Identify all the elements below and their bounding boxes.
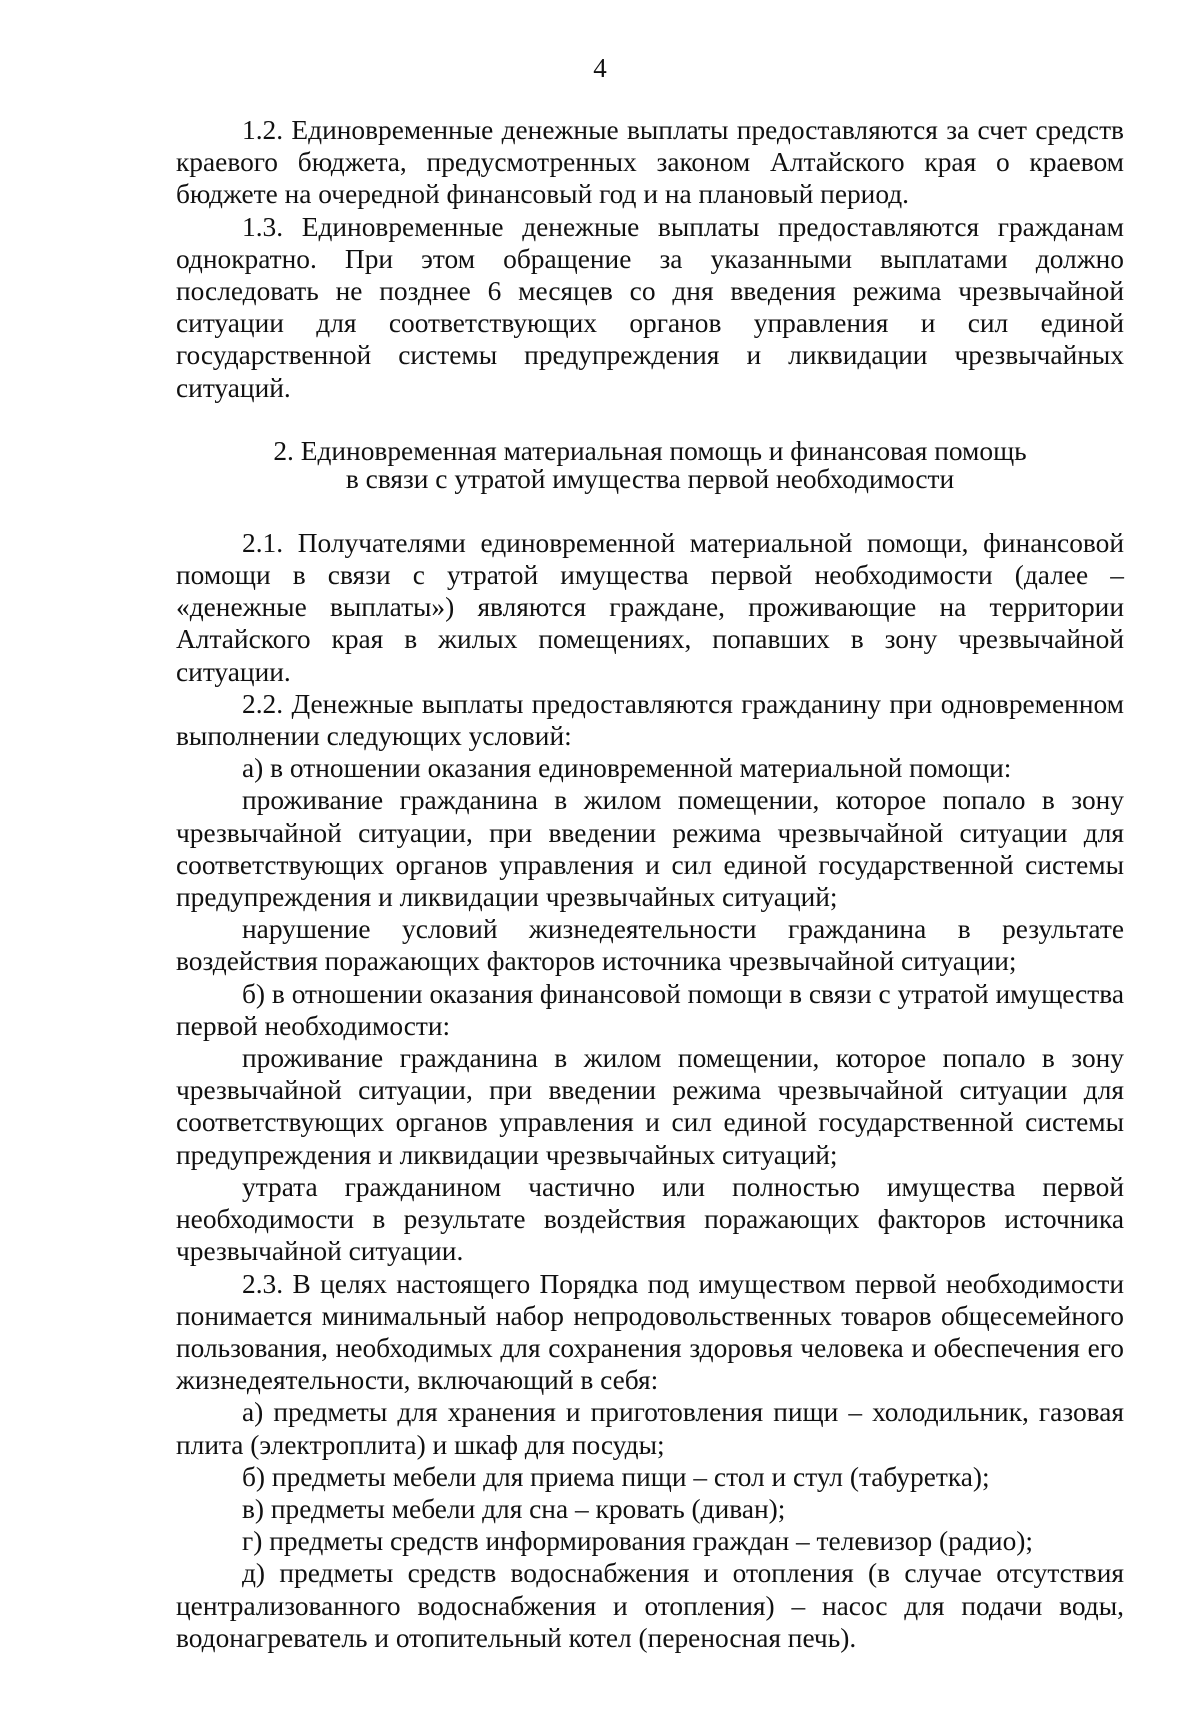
list-item-d: д) предметы средств водоснабжения и отопления (в случае отсутствия централизованного водоснабжения и отопления) – насос для подачи воды, водонагреватель и отопительный котел (переносная печь). (176, 1558, 1124, 1653)
document-body (176, 114, 1124, 1654)
paragraph-2-1: 2.1. Получателями единовременной материальной помощи, финансовой помощи в связи с утратой имущества первой необходимости (далее – «денежные выплаты») являются граждане, проживающие на территории Алтайского края в жилых помещениях, попавших в зону чрезвычайной ситуации. (176, 527, 1124, 687)
paragraph-1-2: 1.2. Единовременные денежные выплаты предоставляются за счет средств краевого бюджета, предусмотренных законом Алтайского края о краевом бюджете на очередной финансовый год и на плановый период. (176, 115, 1124, 210)
list-item-v: в) предметы мебели для сна – кровать (диван); (242, 1493, 786, 1524)
paragraph-2-2-a-condition-1: проживание гражданина в жилом помещении, которое попало в зону чрезвычайной ситуации, при введении режима чрезвычайной ситуации для соответствующих органов управления и сил единой государственной системы предупреждения и ликвидации чрезвычайных ситуаций; (176, 785, 1124, 913)
section-2-heading-line-1: 2. Единовременная материальная помощь и финансовая помощь (273, 435, 1027, 466)
paragraph-2-2-a-condition-2: нарушение условий жизнедеятельности гражданина в результате воздействия поражающих факторов источника чрезвычайной ситуации; (176, 914, 1124, 977)
paragraph-1-3: 1.3. Единовременные денежные выплаты предоставляются гражданам однократно. При этом обращение за указанными выплатами должно последовать не позднее 6 месяцев со дня введения режима чрезвычайной ситуации для соответствующих органов управления и сил единой государственной системы предупреждения и ликвидации чрезвычайных ситуаций. (176, 211, 1124, 403)
section-2-heading (236, 437, 1064, 493)
paragraph-2-2-a: а) в отношении оказания единовременной материальной помощи: (242, 753, 1012, 784)
list-item-g: г) предметы средств информирования граждан – телевизор (радио); (242, 1526, 1033, 1557)
paragraph-2-2-b: б) в отношении оказания финансовой помощи в связи с утратой имущества первой необходимости: (176, 978, 1124, 1041)
list-item-a: а) предметы для хранения и приготовления пищи – холодильник, газовая плита (электроплита) и шкаф для посуды; (176, 1397, 1124, 1460)
paragraph-2-2: 2.2. Денежные выплаты предоставляются гражданину при одновременном выполнении следующих условий: (176, 688, 1124, 752)
paragraph-2-2-b-condition-2: утрата гражданином частично или полностью имущества первой необходимости в результате воздействия поражающих факторов источника чрезвычайной ситуации. (176, 1171, 1124, 1267)
paragraph-2-2-b-condition-1: проживание гражданина в жилом помещении, которое попало в зону чрезвычайной ситуации, при введении режима чрезвычайной ситуации для соответствующих органов управления и сил единой государственной системы предупреждения и ликвидации чрезвычайных ситуаций; (176, 1043, 1124, 1170)
section-2-heading-line-2: в связи с утратой имущества первой необходимости (345, 463, 955, 494)
paragraph-2-3: 2.3. В целях настоящего Порядка под имуществом первой необходимости понимается минимальный набор непродовольственных товаров общесемейного пользования, необходимых для сохранения здоровья человека и обеспечения его жизнедеятельности, включающий в себя: (176, 1268, 1124, 1396)
page-number: 4 (593, 53, 607, 83)
list-item-b: б) предметы мебели для приема пищи – стол и стул (табуретка); (242, 1461, 990, 1492)
